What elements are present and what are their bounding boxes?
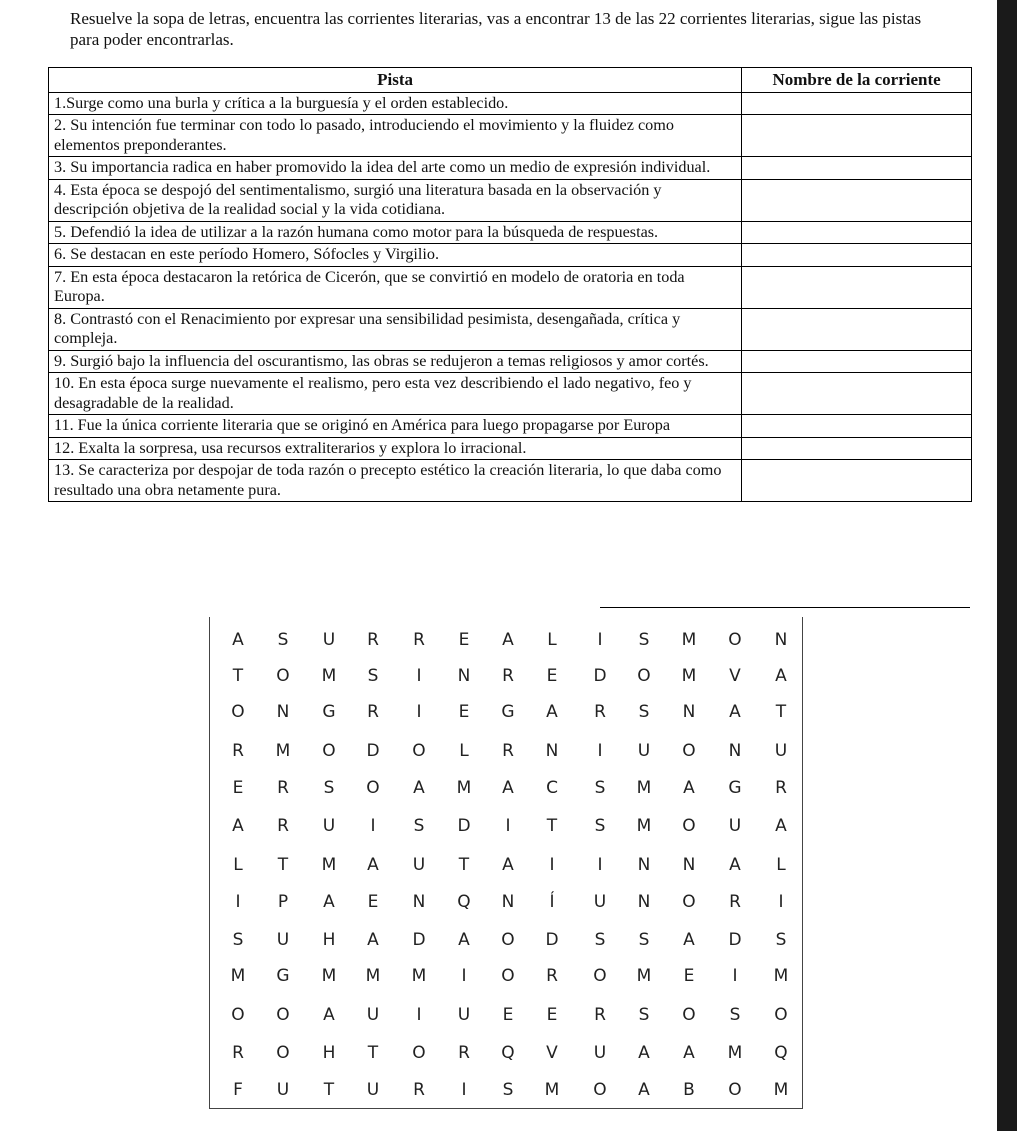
answer-cell[interactable] [742,373,972,415]
letter-cell[interactable]: O [412,1043,426,1063]
letter-cell[interactable]: S [775,930,787,950]
letter-cell[interactable]: N [682,702,696,722]
clue-text: 3. Su importancia radica en haber promovido la idea del arte como un medio de expresión individual. [49,157,742,180]
letter-cell[interactable]: O [366,778,380,798]
letter-cell[interactable]: R [594,702,606,722]
letter-cell[interactable]: M [636,778,652,798]
letter-cell[interactable]: R [413,1080,425,1100]
letter-cell[interactable]: A [775,816,787,836]
letter-cell[interactable]: M [727,1043,743,1063]
clue-text: 9. Surgió bajo la influencia del oscurantismo, las obras se redujeron a temas religiosos y amor cortés. [49,350,742,373]
word-search-grid [209,617,803,1109]
letter-cell[interactable]: R [502,741,514,761]
letter-cell[interactable]: G [276,966,290,986]
letter-cell[interactable]: M [773,1080,789,1100]
letter-cell[interactable]: D [457,816,471,836]
letter-cell[interactable]: A [458,930,470,950]
clue-text: 7. En esta época destacaron la retórica de Cicerón, que se convirtió en modelo de oratoria en toda Europa. [49,266,742,308]
letter-cell[interactable]: U [276,930,290,950]
letter-cell[interactable]: S [594,778,606,798]
letter-cell[interactable]: O [728,1080,742,1100]
letter-cell[interactable]: M [681,666,697,686]
letter-cell[interactable]: N [637,855,651,875]
letter-cell[interactable]: I [597,741,603,761]
letter-cell[interactable]: D [545,930,559,950]
letter-cell[interactable]: R [277,778,289,798]
letter-cell[interactable]: A [683,930,695,950]
letter-cell[interactable]: P [277,892,289,912]
table-row [49,266,972,308]
letter-cell[interactable]: R [594,1005,606,1025]
answer-cell[interactable] [742,92,972,115]
letter-cell[interactable]: N [682,855,696,875]
letter-cell[interactable]: L [776,855,786,875]
letter-cell[interactable]: Q [774,1043,788,1063]
letter-cell[interactable]: Q [501,1043,515,1063]
letter-cell[interactable]: E [458,630,470,650]
letter-cell[interactable]: U [412,855,426,875]
letter-cell[interactable]: O [593,966,607,986]
letter-cell[interactable]: R [729,892,741,912]
letter-cell[interactable]: N [457,666,471,686]
letter-cell[interactable]: U [593,892,607,912]
letter-cell[interactable]: U [593,1043,607,1063]
letter-cell[interactable]: O [682,1005,696,1025]
letter-cell[interactable]: O [682,741,696,761]
table-row [49,350,972,373]
letter-cell[interactable]: G [322,702,336,722]
letter-cell[interactable]: E [683,966,695,986]
letter-cell[interactable]: S [638,1005,650,1025]
letter-cell[interactable]: M [456,778,472,798]
letter-cell[interactable]: A [367,930,379,950]
letter-cell[interactable]: I [505,816,511,836]
clue-text: 10. En esta época surge nuevamente el realismo, pero esta vez describiendo el lado negativo, feo y desagradable de la realidad. [49,373,742,415]
letter-cell[interactable]: A [775,666,787,686]
letter-cell[interactable]: T [458,855,470,875]
letter-cell[interactable]: B [683,1080,695,1100]
letter-cell[interactable]: S [594,930,606,950]
table-row [49,221,972,244]
letter-cell[interactable]: U [276,1080,290,1100]
answer-cell[interactable] [742,179,972,221]
letter-cell[interactable]: M [275,741,291,761]
letter-cell[interactable]: I [370,816,376,836]
letter-cell[interactable]: E [546,1005,558,1025]
clue-text: 13. Se caracteriza por despojar de toda razón o precepto estético la creación literaria, lo que daba como resultado una obra netamente pura. [49,460,742,502]
letter-cell[interactable]: R [367,702,379,722]
letter-cell[interactable]: D [728,930,742,950]
letter-cell[interactable]: M [230,966,246,986]
letter-cell[interactable]: A [502,630,514,650]
clue-text: 5. Defendió la idea de utilizar a la razón humana como motor para la búsqueda de respuestas. [49,221,742,244]
letter-cell[interactable]: N [412,892,426,912]
answer-cell[interactable] [742,308,972,350]
answer-cell[interactable] [742,415,972,438]
table-row [49,437,972,460]
letter-cell[interactable]: O [412,741,426,761]
letter-cell[interactable]: L [459,741,469,761]
letter-cell[interactable]: A [546,702,558,722]
letter-cell[interactable]: R [458,1043,470,1063]
letter-cell[interactable]: N [774,630,788,650]
letter-cell[interactable]: O [501,930,515,950]
letter-cell[interactable]: M [636,816,652,836]
letter-cell[interactable]: O [728,630,742,650]
letter-cell[interactable]: A [729,702,741,722]
letter-cell[interactable]: A [232,630,244,650]
letter-cell[interactable]: O [682,816,696,836]
letter-cell[interactable]: S [367,666,379,686]
letter-cell[interactable]: U [322,816,336,836]
letter-cell[interactable]: I [416,1005,422,1025]
letter-cell[interactable]: R [367,630,379,650]
answer-cell[interactable] [742,157,972,180]
letter-cell[interactable]: I [549,855,555,875]
table-row [49,179,972,221]
letter-cell[interactable]: I [732,966,738,986]
letter-cell[interactable]: R [277,816,289,836]
letter-cell[interactable]: L [547,630,557,650]
clue-text: 11. Fue la única corriente literaria que se originó en América para luego propagarse por Europa [49,415,742,438]
letter-cell[interactable]: N [276,702,290,722]
letter-cell[interactable]: H [322,930,336,950]
letter-cell[interactable]: U [366,1005,380,1025]
letter-cell[interactable]: O [774,1005,788,1025]
clue-text: 2. Su intención fue terminar con todo lo pasado, introduciendo el movimiento y la fluidez como elementos preponderantes. [49,115,742,157]
letter-cell[interactable]: A [638,1080,650,1100]
letter-cell[interactable]: D [593,666,607,686]
table-header-row [49,68,972,93]
letter-cell[interactable]: A [323,1005,335,1025]
letter-cell[interactable]: N [501,892,515,912]
clue-text: 12. Exalta la sorpresa, usa recursos extraliterarios y explora lo irracional. [49,437,742,460]
letter-cell[interactable]: R [546,966,558,986]
letter-cell[interactable]: T [323,1080,335,1100]
letter-cell[interactable]: M [321,666,337,686]
clues-table-body [49,92,972,502]
letter-cell[interactable]: M [365,966,381,986]
letter-cell[interactable]: O [322,741,336,761]
letter-cell[interactable]: M [411,966,427,986]
letter-cell[interactable]: U [366,1080,380,1100]
letter-cell[interactable]: A [367,855,379,875]
letter-cell[interactable]: S [413,816,425,836]
letter-cell[interactable]: G [501,702,515,722]
answer-cell[interactable] [742,244,972,267]
letter-cell[interactable]: T [367,1043,379,1063]
letter-cell[interactable]: S [729,1005,741,1025]
letter-cell[interactable]: R [775,778,787,798]
table-row [49,115,972,157]
table-bottom-line [600,607,970,608]
letter-cell[interactable]: E [502,1005,514,1025]
letter-cell[interactable]: M [681,630,697,650]
letter-cell[interactable]: O [682,892,696,912]
letter-cell[interactable]: U [774,741,788,761]
answer-cell[interactable] [742,460,972,502]
letter-cell[interactable]: I [235,892,241,912]
letter-cell[interactable]: N [637,892,651,912]
instructions-text: Resuelve la sopa de letras, encuentra las corrientes literarias, vas a encontrar 13 de las 22 corrientes literarias, sigue las pistas para poder encontrarlas. [70,9,922,49]
letter-cell[interactable]: A [683,1043,695,1063]
letter-cell[interactable]: R [413,630,425,650]
table-row [49,157,972,180]
letter-cell[interactable]: A [729,855,741,875]
letter-cell[interactable]: D [412,930,426,950]
letter-cell[interactable]: M [636,966,652,986]
clue-text: 1.Surge como una burla y crítica a la burguesía y el orden establecido. [49,92,742,115]
table-row [49,308,972,350]
letter-cell[interactable]: E [232,778,244,798]
letter-cell[interactable]: A [683,778,695,798]
answer-cell[interactable] [742,350,972,373]
letter-cell[interactable]: I [461,966,467,986]
letter-cell[interactable]: A [502,855,514,875]
table-row [49,415,972,438]
letter-cell[interactable]: T [232,666,244,686]
answer-cell[interactable] [742,221,972,244]
letter-cell[interactable]: O [276,1005,290,1025]
letter-cell[interactable]: I [778,892,784,912]
letter-cell[interactable]: Q [457,892,471,912]
answer-cell[interactable] [742,266,972,308]
letter-cell[interactable]: O [231,1005,245,1025]
letter-cell[interactable]: S [232,930,244,950]
letter-cell[interactable]: M [544,1080,560,1100]
letter-cell[interactable]: A [502,778,514,798]
letter-cell[interactable]: M [321,966,337,986]
clue-text: 6. Se destacan en este período Homero, Sófocles y Virgilio. [49,244,742,267]
header-pista: Pista [49,68,742,93]
letter-cell[interactable]: I [416,702,422,722]
table-row [49,92,972,115]
letter-cell[interactable]: I [597,855,603,875]
table-row [49,373,972,415]
letter-cell[interactable]: Í [549,892,555,912]
header-nombre: Nombre de la corriente [742,68,972,93]
letter-cell[interactable]: A [413,778,425,798]
letter-cell[interactable]: N [545,741,559,761]
letter-cell[interactable]: I [597,630,603,650]
letter-cell[interactable]: D [366,741,380,761]
letter-cell[interactable]: S [638,930,650,950]
letter-cell[interactable]: U [637,741,651,761]
clue-text: 8. Contrastó con el Renacimiento por expresar una sensibilidad pesimista, desengañada, crítica y compleja. [49,308,742,350]
table-row [49,460,972,502]
letter-cell[interactable]: S [277,630,289,650]
letter-cell[interactable]: L [233,855,243,875]
letter-cell[interactable]: S [638,630,650,650]
letter-cell[interactable]: U [457,1005,471,1025]
letter-cell[interactable]: S [594,816,606,836]
letter-cell[interactable]: E [546,666,558,686]
clues-table [48,67,972,502]
letter-cell[interactable]: U [322,630,336,650]
letter-cell[interactable]: O [593,1080,607,1100]
letter-cell[interactable]: M [321,855,337,875]
letter-cell[interactable]: F [233,1080,243,1100]
letter-cell[interactable]: U [728,816,742,836]
letter-cell[interactable]: G [728,778,742,798]
letter-cell[interactable]: O [276,666,290,686]
letter-cell[interactable]: E [458,702,470,722]
letter-cell[interactable]: O [637,666,651,686]
letter-cell[interactable]: M [773,966,789,986]
letter-cell[interactable]: V [546,1043,558,1063]
clue-text: 4. Esta época se despojó del sentimentalismo, surgió una literatura basada en la observación y descripción objetiva de la realidad social y la vida cotidiana. [49,179,742,221]
letter-cell[interactable]: I [461,1080,467,1100]
letter-cell[interactable]: O [501,966,515,986]
answer-cell[interactable] [742,437,972,460]
answer-cell[interactable] [742,115,972,157]
letter-cell[interactable]: S [323,778,335,798]
letter-cell[interactable]: T [775,702,787,722]
letter-cell[interactable]: T [546,816,558,836]
letter-cell[interactable]: O [276,1043,290,1063]
letter-cell[interactable]: E [367,892,379,912]
letter-cell[interactable]: I [416,666,422,686]
letter-cell[interactable]: T [277,855,289,875]
letter-cell[interactable]: N [728,741,742,761]
letter-cell[interactable]: A [232,816,244,836]
letter-cell[interactable]: A [638,1043,650,1063]
letter-cell[interactable]: O [231,702,245,722]
letter-cell[interactable]: V [729,666,741,686]
letter-cell[interactable]: C [546,778,558,798]
letter-cell[interactable]: S [638,702,650,722]
letter-cell[interactable]: R [232,741,244,761]
letter-cell[interactable]: H [322,1043,336,1063]
letter-cell[interactable]: R [232,1043,244,1063]
letter-cell[interactable]: R [502,666,514,686]
table-row [49,244,972,267]
letter-cell[interactable]: S [502,1080,514,1100]
letter-cell[interactable]: A [323,892,335,912]
